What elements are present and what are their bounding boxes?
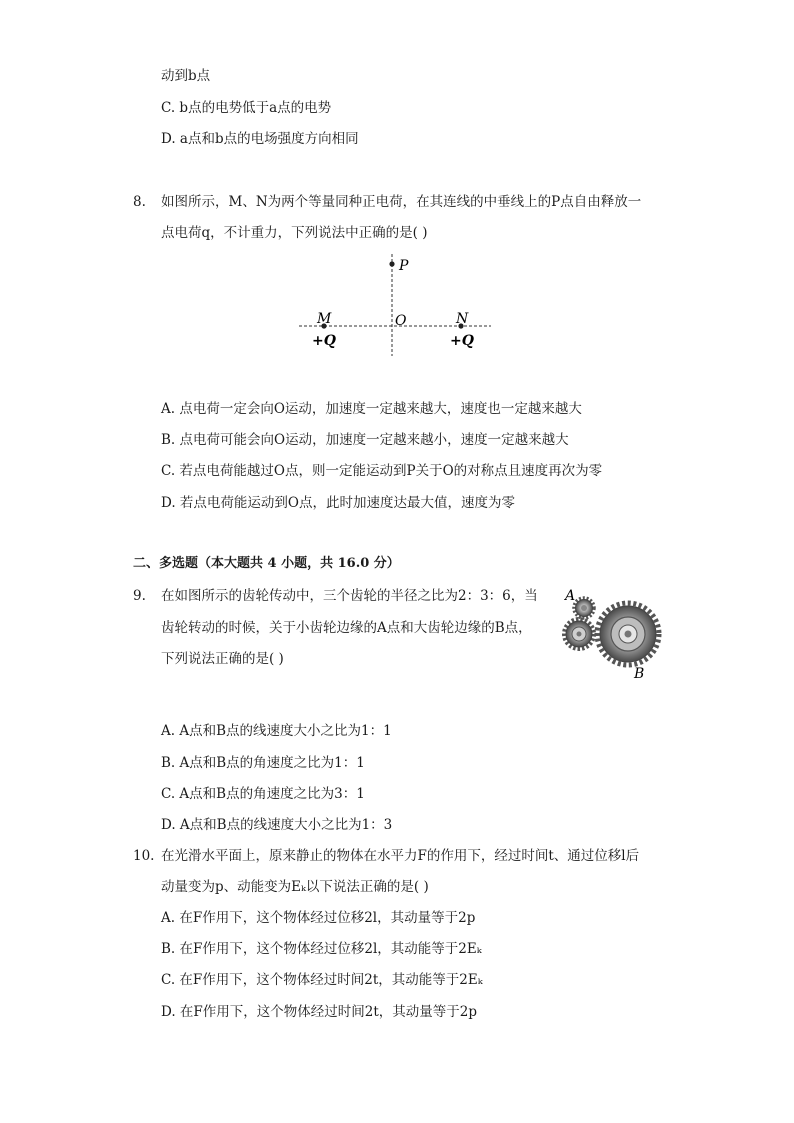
label-o: O <box>395 313 407 329</box>
q8-option-a: A. 点电荷一定会向O运动，加速度一定越来越大，速度也一定越来越大 <box>161 401 582 417</box>
q9-option-c: C. A点和B点的角速度之比为3：1 <box>161 786 365 802</box>
q10-number: 10. <box>133 848 155 864</box>
q9-option-a: A. A点和B点的线速度大小之比为1：1 <box>161 723 392 739</box>
q7-stem-tail: 动到b点 <box>161 68 211 84</box>
label-n: N <box>456 311 469 327</box>
q9-gear-diagram <box>560 586 666 680</box>
q9-stem-line2: 齿轮转动的时候，关于小齿轮边缘的A点和大齿轮边缘的B点， <box>161 620 532 636</box>
label-p: P <box>399 258 409 274</box>
q10-option-d: D. 在F作用下，这个物体经过时间2t，其动量等于2p <box>161 1004 478 1020</box>
large-gear-icon <box>597 603 659 665</box>
label-m: M <box>317 311 332 327</box>
middle-gear-icon <box>564 619 594 649</box>
q9-number: 9. <box>133 588 146 604</box>
q10-option-b: B. 在F作用下，这个物体经过位移2l，其动能等于2Eₖ <box>161 941 482 957</box>
label-n-charge: +Q <box>450 333 474 349</box>
q9-option-b: B. A点和B点的角速度之比为1：1 <box>161 755 365 771</box>
q10-option-c: C. 在F作用下，这个物体经过时间2t，其动能等于2Eₖ <box>161 972 483 988</box>
small-gear-icon <box>574 598 594 618</box>
q10-stem-line1: 在光滑水平面上，原来静止的物体在水平力F的作用下，经过时间t、通过位移l后 <box>161 848 640 864</box>
q8-charge-diagram <box>295 252 495 360</box>
label-m-charge: +Q <box>312 333 336 349</box>
q8-number: 8. <box>133 194 146 210</box>
section-2-title: 二、多选题（本大题共 4 小题，共 16.0 分） <box>133 556 400 571</box>
label-b: B <box>634 666 645 680</box>
point-p-dot <box>389 261 394 266</box>
label-a: A <box>565 588 576 604</box>
q9-stem-line1: 在如图所示的齿轮传动中，三个齿轮的半径之比为2：3：6，当 <box>161 588 538 604</box>
q8-stem-line2: 点电荷q，不计重力，下列说法中正确的是( ) <box>161 225 428 241</box>
q10-stem-line2: 动量变为p、动能变为Eₖ以下说法正确的是( ) <box>161 879 429 895</box>
q7-option-c: C. b点的电势低于a点的电势 <box>161 100 332 116</box>
q8-option-c: C. 若点电荷能越过O点，则一定能运动到P关于O的对称点且速度再次为零 <box>161 463 603 479</box>
q9-stem-line3: 下列说法正确的是( ) <box>161 651 284 667</box>
q8-option-d: D. 若点电荷能运动到O点，此时加速度达最大值，速度为零 <box>161 495 515 511</box>
q8-option-b: B. 点电荷可能会向O运动，加速度一定越来越小，速度一定越来越大 <box>161 432 569 448</box>
q10-option-a: A. 在F作用下，这个物体经过位移2l，其动量等于2p <box>161 910 476 926</box>
q8-stem-line1: 如图所示，M、N为两个等量同种正电荷，在其连线的中垂线上的P点自由释放一 <box>161 194 642 210</box>
q9-option-d: D. A点和B点的线速度大小之比为1：3 <box>161 817 393 833</box>
q7-option-d: D. a点和b点的电场强度方向相同 <box>161 131 359 147</box>
